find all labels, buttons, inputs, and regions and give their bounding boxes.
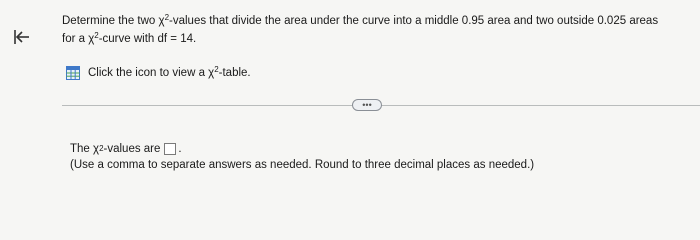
instructions-text: (Use a comma to separate answers as needed. Round to three decimal places as needed.) <box>70 159 535 171</box>
expand-button[interactable] <box>352 99 382 111</box>
answer-input[interactable] <box>164 143 176 155</box>
question-text: Determine the two $\chi^2$-values that divide the area under the curve into a middle 0.95 area and two outside 0.025 areas for a $\chi^2$-curve with df = 14. <box>62 13 659 45</box>
table-grid-icon[interactable] <box>66 66 80 80</box>
more-dots-icon: ••• <box>362 99 372 110</box>
back-to-start-button[interactable] <box>10 26 32 48</box>
view-table-label[interactable]: Click the icon to view a $\chi^2$-table. <box>88 65 251 79</box>
answer-line: The χ 2 -values are . <box>70 143 182 155</box>
view-table-link[interactable] <box>66 66 251 80</box>
back-to-start-icon <box>11 27 31 47</box>
